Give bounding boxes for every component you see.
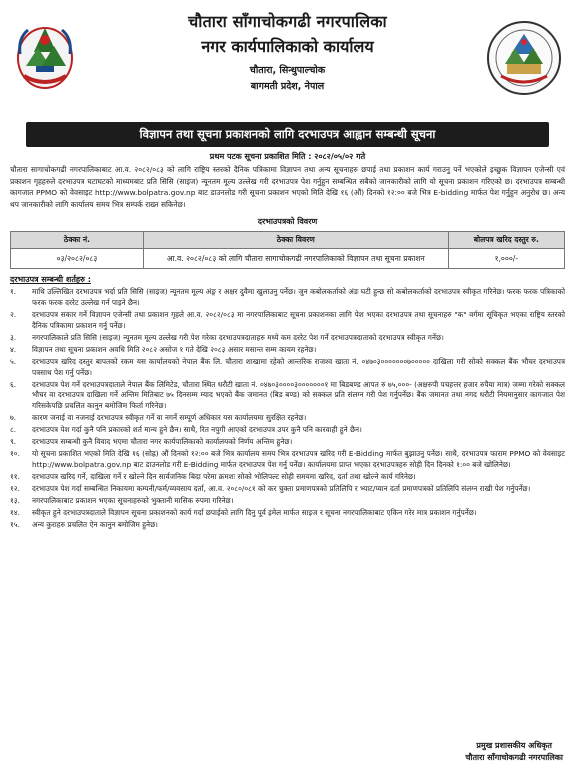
first-published-date: प्रथम पटक सूचना प्रकाशित मिति : २०८२/०५/०२ गते — [209, 152, 366, 161]
table-header-row — [11, 232, 565, 249]
list-item — [10, 287, 565, 308]
condition-number: ९. — [10, 437, 17, 447]
list-item — [10, 425, 565, 436]
conditions-list — [10, 287, 565, 530]
condition-text: दरभाउपत्र पेश गर्दा कुनै पनि प्रकारको शर्त मान्य हुने छैन। साथै, रित नपुगी आएको दरभाउपत्र उपर कुनै पनि कारवाही हुने छैन। — [32, 425, 362, 434]
condition-text: नगरपालिकाले प्रति सिसि (साइज) न्यूनतम मूल्य उल्लेख गरी पेश गरेका दरभाउपत्रदाताहरु मध्ये कम दररेट पेश गर्ने दरभाउपत्रदाताको दरभाउपत्र स्वीकृत गर्नेछ। — [32, 332, 444, 342]
municipality-name: चौतारा साँगाचोकगढी नगरपालिका — [188, 12, 387, 31]
condition-text: दरभाउपत्र सम्बन्धी कुनै विवाद भएमा चौतारा नगर कार्यपालिकाको कार्यालयको निर्णय अन्तिम हुनेछ। — [32, 437, 293, 447]
list-item — [10, 472, 565, 483]
contract-no-cell: ०३/२०८२/०८३ — [11, 249, 144, 269]
condition-number: ८. — [10, 425, 17, 434]
condition-number: ७. — [10, 412, 17, 422]
details-title: दरभाउपत्रको विवरण — [257, 217, 318, 227]
list-item — [10, 380, 565, 412]
condition-text: यो सूचना प्रकाशित भएको मिति देखि १६ (सोह्र) औं दिनको १२:०० बजे भित्र कार्यालय समय भित्र दरभाउपत्र खरिद गरी E-Bidding मार्फत बुझाउनु पर्नेछ। साथै, दरभाउपत्र फाराम PPMO को वेवसाइट http://www.bolpatra.gov.np बाट डाउनलोड गरी E-Bidding मार्फत दरभाउपत्र पेश गर्नु पर्नेछ। कार्यालयमा प्राप्त भएका दरभाउपत्रहरु सोही दिन दिनको १:०० बजे खोलिनेछ। — [32, 449, 565, 469]
description-cell: आ.व. २०८२/०८३ को लागि चौतारा सागाचोकगढी नगरपालिकाको विज्ञापन तथा सूचना प्रकाशन — [143, 249, 448, 269]
office-address: चौतारा, सिन्धुपाल्चोक — [249, 65, 326, 76]
column-header-contract-no: ठेक्का नं. — [11, 232, 144, 249]
list-item — [10, 520, 565, 531]
column-header-description: ठेक्का विवरण — [143, 232, 448, 249]
nepal-emblem-logo — [14, 18, 76, 92]
list-item — [10, 496, 565, 507]
table-row — [11, 249, 565, 269]
condition-number: ११. — [10, 471, 20, 481]
condition-number: १५. — [10, 520, 20, 530]
list-item — [10, 484, 565, 495]
list-item — [10, 437, 565, 448]
list-item — [10, 508, 565, 519]
condition-number: १. — [10, 287, 17, 297]
letterhead — [10, 10, 565, 118]
office-name: नगर कार्यपालिकाको कार्यालय — [201, 37, 374, 56]
signatory-title: प्रमुख प्रशासकीय अधिकृत — [476, 741, 552, 750]
municipality-logo — [485, 18, 563, 98]
province-name: बागमती प्रदेश, नेपाल — [250, 81, 325, 92]
conditions-title: दरभाउपत्र सम्बन्धी शर्तहरु : — [10, 275, 91, 285]
condition-text: दरभाउपत्र खरिद गर्ने, दाखिला गर्ने र खोल्ने दिन सार्वजनिक बिदा परेमा क्रमशः सोको भोलिपल्ट सोही समयमा खरिद, दर्ता तथा खोल्ने कार्य गरिनेछ। — [32, 471, 416, 481]
condition-number: ५. — [10, 356, 17, 366]
condition-text: दरभाउपत्र पेश गर्दा सम्बन्धित निकायमा कम्पनी/फर्म/व्यवसाय दर्ता, आ.व. २०८०/०८१ को कर चुक्ता प्रमाणपत्रको प्रतिलिपि र भ्याट/प्यान दर्ता प्रमाणपत्रको प्रतिलिपि संलग्न राखी पेश गर्नुपर्नेछ। — [32, 483, 531, 493]
list-item — [10, 333, 565, 344]
condition-number: १०. — [10, 449, 20, 459]
condition-text: विज्ञापन तथा सूचना प्रकाशन अवधि मिति २०८२ असोज १ गते देखि २०८३ असार मसान्त सम्म कायम रहनेछ। — [32, 344, 317, 354]
intro-paragraph: चौतारा सागाचोकगढी नगरपालिकाबाट आ.व. २०८२/०८३ को लागि राष्ट्रिय स्तरको दैनिक पत्रिकामा विज्ञापन तथा अन्य सूचनाहरु छपाई तथा प्रकाशन कार्य गराउनु पर्ने भएकोले इच्छुक विज्ञापन एजेन्सी एवं प्रकाशन गृहहरुले दरभाउपत्र घटाघटको माध्यमबाट प्रति सिसि (साइज) न्यूनतम मूल्य उल्लेख गरी दरभाउपत्र पेश गर्नुहुन सम्बन्धित सबैको जानकारीको लागि यो सूचना प्रकाशन गरिएको छ। दरभाउपत्र सम्बन्धी कागजात PPMO को वेवसाइट http://www.bolpatra.gov.np बाट डाउनलोड गरी सूचना प्रकाशन भएको मिति देखि १६ (औं) दिनको १२:०० बजे भित्र E-bidding मार्फत पेश गर्नुहुन अनुरोध छ। अन्य थप जानकारीको लागि कार्यालय समय भित्र सम्पर्क राख्न सकिनेछ। — [10, 165, 565, 209]
condition-number: ६. — [10, 379, 17, 389]
condition-number: ३. — [10, 332, 17, 342]
condition-text: स्वीकृत हुने दरभाउपत्रदाताले विज्ञापन सूचना प्रकाशनको कार्य गर्दा छपाईको लागि दिनु पूर्व इमेल मार्फत साइज र सूचना नगरपालिकाबाट एकिन गरेर मात्र प्रकाशन गर्नुपर्नेछ। — [32, 508, 477, 518]
list-item — [10, 310, 565, 331]
list-item — [10, 449, 565, 470]
condition-text: माथि उल्लिखित दरभाउपत्र भर्दा प्रति सिसि (साइज) न्यूनतम मूल्य अंङ्र र अक्षर दुवैमा खुलाउनु पर्नेछ। जुन कबोलकर्ताको अंङ घटी हुन्छ सो कबोलकर्ताको दरभाउपत्र स्वीकृत गरिनेछ। फरक फरक पत्रिकाको फरक फरक दररेट उल्लेख गर्न पाइने छैन। — [32, 287, 565, 307]
condition-text: दरभाउपत्र सकार गर्ने विज्ञापन एजेन्सी तथा प्रकाशन गृहले आ.व. २०८२/०८३ मा नगरपालिकाबाट सूचना प्रकाशनका लागि पेश भएका दरभाउपत्र तथा सूचनाहरु "क" वर्गमा सूचिकृत भएका राष्ट्रिय स्तरको दैनिक पत्रिकामा प्रकाशन गर्नु पर्नेछ। — [32, 310, 565, 330]
condition-text: अन्य कुराहरु प्रचलित ऐन कानुन बमोजिम हुनेछ। — [32, 520, 158, 530]
notice-title-banner: विज्ञापन तथा सूचना प्रकाशनको लागि दरभाउपत्र आह्वान सम्बन्धी सूचना — [26, 122, 549, 147]
condition-number: १२. — [10, 483, 20, 493]
condition-text: कारण जनाई वा नजनाई दरभाउपत्र स्वीकृत गर्ने वा नगर्ने सम्पूर्ण अधिकार यस कार्यालयमा सुरक्षित रहनेछ। — [32, 412, 307, 422]
condition-number: २. — [10, 310, 17, 320]
condition-text: नगरपालिकाबाट प्रकाशन भएका सूचनाहरुको भुक्तानी मासिक रुपमा गरिनेछ। — [32, 496, 234, 506]
column-header-fee: बोलपत्र खरिद दस्तुर रु. — [448, 232, 564, 249]
condition-text: दरभाउपत्र पेश गर्ने दरभाउपत्रदाताले नेपाल बैंक लिमिटेड, चौतारा स्थित धरौटी खाता नं. ०४७०३००००३०००००००१ मा बिडबण्ड आपत रु ७५,०००- (अक्षरुपी पचहत्तर हजार रुपैया मात्र) जम्मा गरेको सक्कल भौचर वा दरभाउपत्र दाखिला गर्ने अन्तिम मितिबाट ७५ दिनसम्म म्याद भएको बैंक जमानत (बिड बण्ड) को सक्कल प्रति संलग्न गरी पेश गर्नुपर्नेछ। बैंक जमानत तथा नगद धरौटी नियमानुसार कागजात पेश गरिसकेपछि प्रचलित कानुन बमोजिम फिर्ता गरिनेछ। — [32, 379, 565, 410]
signatory-office: चौतारा साँगाचोकगढी नगरपालिका — [465, 753, 563, 762]
condition-number: १४. — [10, 508, 20, 518]
condition-number: ४. — [10, 344, 17, 354]
signature-block — [465, 740, 563, 764]
list-item — [10, 357, 565, 378]
list-item — [10, 345, 565, 356]
bid-details-table — [10, 231, 565, 269]
list-item — [10, 413, 565, 424]
condition-number: १३. — [10, 496, 20, 506]
fee-cell: १,०००/- — [448, 249, 564, 269]
condition-text: दरभाउपत्र खरिद दस्तुर बापतको रकम यस कार्यालयको नेपाल बैंक लि. चौतारा शाखामा रहेको आन्तरिक राजश्व खाता नं. ०४७०३०००००००७००००० दाखिला गरी सोको सक्कल बैंक भौचर दरभाउपत्र पत्रसाथ पेश गर्नु पर्नेछ। — [32, 356, 565, 377]
